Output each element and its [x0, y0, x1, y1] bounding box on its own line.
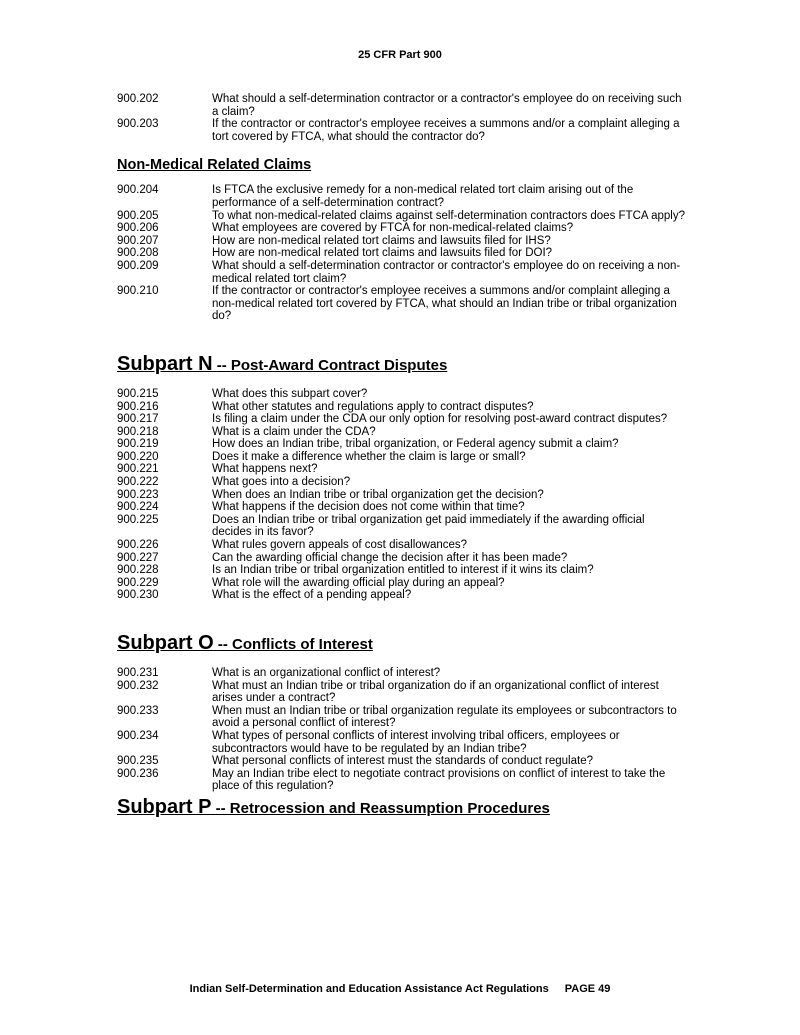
subpart-o-title: -- Conflicts of Interest [217, 636, 373, 653]
section-question: What employees are covered by FTCA for non-medical-related claims? [212, 222, 574, 235]
section-entry [117, 222, 687, 235]
subpart-p-heading [117, 796, 687, 819]
section-question: Is FTCA the exclusive remedy for a non-medical related tort claim arising out of the performance of a self-determination contract? [212, 184, 634, 209]
non-medical-list [117, 184, 687, 323]
section-question: What happens if the decision does not come within that time? [212, 501, 525, 514]
section-entry [117, 451, 687, 464]
page-header: 25 CFR Part 900 [358, 49, 442, 61]
section-question: Is an Indian tribe or tribal organization entitled to interest if it wins its claim? [212, 564, 594, 577]
subpart-n-list [117, 388, 687, 602]
section-entry [117, 564, 687, 577]
section-number: 900.202 [117, 93, 159, 105]
section-entry [117, 589, 687, 602]
section-number: 900.226 [117, 539, 159, 552]
section-question: What is the effect of a pending appeal? [212, 589, 412, 602]
section-question: What types of personal conflicts of interest involving tribal officers, employees or subcontractors would have to be regulated by an Indian tribe? [212, 729, 620, 755]
section-question: To what non-medical-related claims against self-determination contractors does FTCA apply? [212, 209, 685, 222]
section-number: 900.230 [117, 589, 159, 602]
subpart-p-label: Subpart P [117, 795, 212, 818]
section-number: 900.228 [117, 564, 159, 577]
section-entry [117, 667, 687, 680]
subpart-n-heading [117, 353, 687, 376]
document-body [117, 93, 687, 831]
section-number: 900.203 [117, 118, 159, 131]
section-number: 900.208 [117, 247, 159, 260]
section-number: 900.225 [117, 513, 159, 526]
section-number: 900.229 [117, 576, 159, 589]
page-footer [0, 983, 800, 995]
section-number: 900.231 [117, 667, 159, 679]
section-entry [117, 463, 687, 476]
section-entry [117, 118, 687, 143]
section-entry [117, 768, 687, 793]
section-entry [117, 413, 687, 426]
subpart-n-title: -- Post-Award Contract Disputes [216, 356, 448, 374]
section-question: Is filing a claim under the CDA our only option for resolving post-award contract disputes? [212, 413, 668, 426]
section-question: When does an Indian tribe or tribal organization get the decision? [212, 488, 544, 501]
section-question: How are non-medical related tort claims and lawsuits filed for IHS? [212, 234, 551, 247]
section-number: 900.224 [117, 501, 159, 514]
section-entry [117, 260, 687, 285]
page-number: PAGE 49 [564, 983, 611, 995]
section-entry [117, 401, 687, 414]
section-number: 900.220 [117, 450, 159, 463]
section-entry [117, 489, 687, 502]
section-question: What is an organizational conflict of interest? [212, 667, 441, 679]
section-question: What personal conflicts of interest must the standards of conduct regulate? [212, 755, 593, 768]
section-entry [117, 210, 687, 223]
section-question: What does this subpart cover? [212, 387, 368, 400]
section-entry [117, 426, 687, 439]
section-number: 900.234 [117, 729, 159, 742]
section-number: 900.221 [117, 463, 159, 476]
section-number: 900.217 [117, 413, 159, 426]
section-question: If the contractor or contractor's employee receives a summons and/or complaint alleging a non-medical related tort covered by FTCA, what should an Indian tribe or tribal organization do? [212, 285, 677, 323]
section-question: May an Indian tribe elect to negotiate contract provisions on conflict of interest to take the place of this regulation? [212, 767, 666, 793]
section-number: 900.218 [117, 425, 159, 438]
section-number: 900.216 [117, 400, 159, 413]
section-question: What should a self-determination contractor or contractor's employee do on receiving a non-medical related tort claim? [212, 259, 681, 285]
section-number: 900.223 [117, 488, 159, 501]
section-number: 900.204 [117, 184, 159, 197]
subpart-n-label: Subpart N [117, 352, 213, 375]
section-number: 900.209 [117, 259, 159, 272]
section-question: What role will the awarding official play during an appeal? [212, 576, 505, 589]
section-entry [117, 501, 687, 514]
section-question: When must an Indian tribe or tribal organization regulate its employees or subcontractors to avoid a personal conflict of interest? [212, 704, 677, 730]
section-number: 900.236 [117, 767, 159, 780]
section-entry [117, 235, 687, 248]
section-question: What must an Indian tribe or tribal organization do if an organizational conflict of interest arises under a contract? [212, 679, 659, 705]
section-question: What happens next? [212, 463, 318, 476]
section-entry [117, 388, 687, 401]
section-number: 900.227 [117, 551, 159, 564]
section-question: How does an Indian tribe, tribal organization, or Federal agency submit a claim? [212, 438, 619, 451]
subpart-o-label: Subpart O [117, 632, 214, 654]
section-question: What other statutes and regulations apply to contract disputes? [212, 400, 534, 413]
section-number: 900.215 [117, 387, 159, 400]
section-number: 900.222 [117, 476, 159, 489]
section-question: Can the awarding official change the decision after it has been made? [212, 551, 568, 564]
section-number: 900.219 [117, 438, 159, 451]
section-entry [117, 184, 687, 209]
section-question: What rules govern appeals of cost disallowances? [212, 539, 468, 552]
section-entry [117, 539, 687, 552]
section-number: 900.210 [117, 285, 159, 298]
section-question: Does it make a difference whether the claim is large or small? [212, 450, 526, 463]
section-question: Does an Indian tribe or tribal organization get paid immediately if the awarding official decides in its favor? [212, 513, 645, 539]
subpart-o-list [117, 667, 687, 793]
section-number: 900.232 [117, 679, 159, 692]
section-entry [117, 514, 687, 539]
section-entry [117, 552, 687, 565]
section-number: 900.206 [117, 222, 159, 235]
section-question: What is a claim under the CDA? [212, 425, 376, 438]
section-entry [117, 730, 687, 755]
section-entry [117, 438, 687, 451]
section-question: What should a self-determination contractor or a contractor's employee do on receiving such a claim? [212, 93, 682, 118]
section-number: 900.233 [117, 704, 159, 717]
section-question: How are non-medical related tort claims and lawsuits filed for DOI? [212, 247, 553, 260]
section-number: 900.207 [117, 234, 159, 247]
section-number: 900.205 [117, 209, 159, 222]
section-entry [117, 680, 687, 705]
section-question: If the contractor or contractor's employee receives a summons and/or a complaint alleging a tort covered by FTCA, what should the contractor do? [212, 118, 680, 143]
intro-list [117, 93, 687, 143]
section-entry [117, 577, 687, 590]
section-question: What goes into a decision? [212, 476, 351, 489]
subpart-p-title: -- Retrocession and Reassumption Procedures [215, 799, 550, 817]
section-entry [117, 705, 687, 730]
section-entry [117, 285, 687, 323]
section-heading-non-medical: Non-Medical Related Claims [117, 157, 312, 174]
section-entry [117, 755, 687, 768]
section-number: 900.235 [117, 755, 159, 768]
subpart-o-heading [117, 632, 687, 655]
section-entry [117, 247, 687, 260]
section-entry [117, 476, 687, 489]
footer-text: Indian Self-Determination and Education Assistance Act Regulations [189, 983, 549, 995]
section-entry [117, 93, 687, 118]
